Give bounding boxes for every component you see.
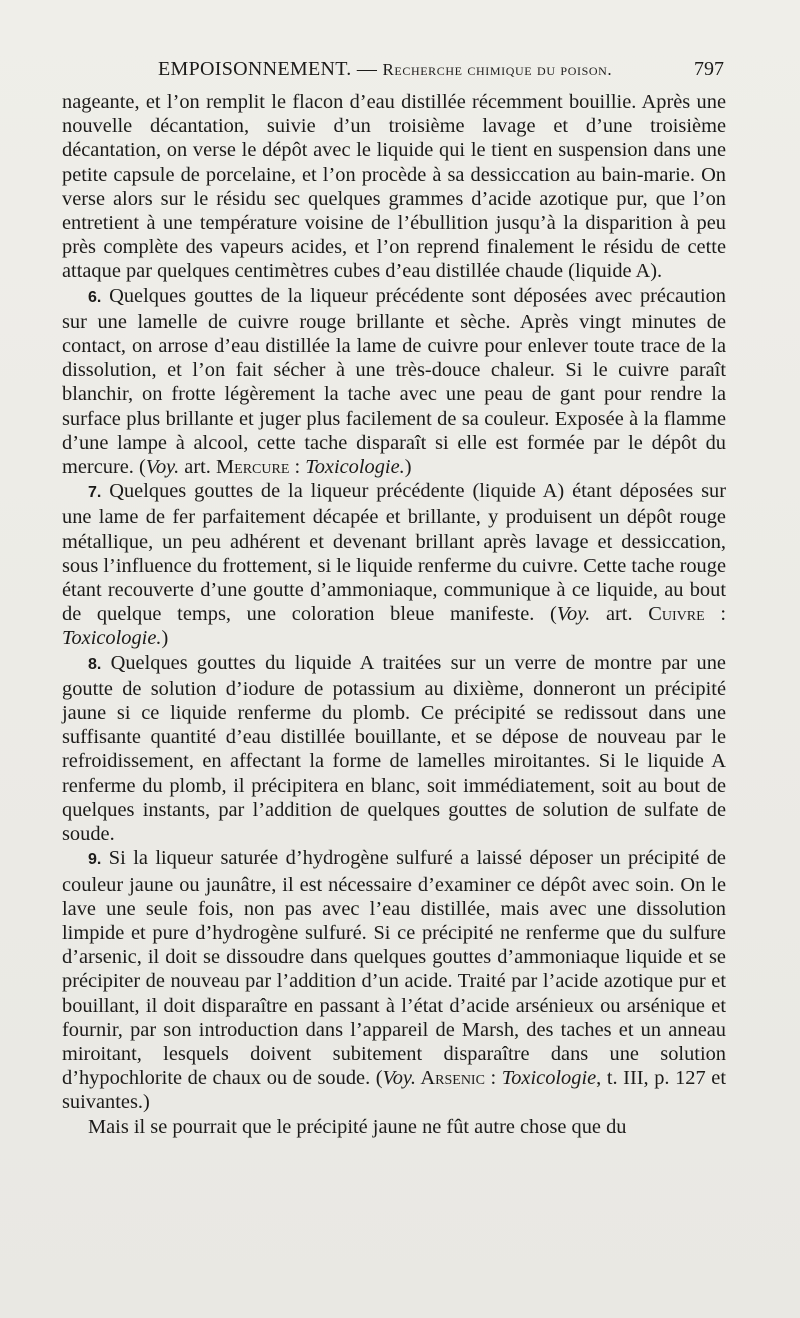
paragraph-8: [62, 651, 726, 847]
paragraph-text: Quelques gouttes de la liqueur précédente (liquide A) étant déposées sur une lame de fer parfaitement décapée et brillante, y produisent un dépôt rouge métallique, un peu adhérent et devenant brillant après lavage et dessiccation, sous l’influence du frottement, si le liquide renferme du cuivre. Cette tache rouge étant recouverte d’une goutte d’ammoniaque, communique à ce liquide, au bout de quelque temps, une coloration bleue manifeste. (: [62, 480, 726, 626]
page-number: 797: [694, 58, 724, 80]
cross-reference-term: Arsenic: [415, 1067, 485, 1090]
running-head-subtitle: Recherche chimique du poison.: [382, 60, 613, 79]
reference-colon: :: [289, 456, 306, 479]
cross-reference-section: Toxicologie: [501, 1067, 597, 1090]
body-text: [62, 90, 726, 1139]
running-head: [62, 56, 728, 82]
reference-close: ): [404, 456, 412, 479]
paragraph-text: Quelques gouttes de la liqueur précédente sont déposées avec précaution sur une lamelle de cuivre rouge brillante et sèche. Après vingt minutes de contact, on arrose d’eau distillée la lame de cuivre pour enlever toute trace de la dissolution, et l’on fait sécher à une très-douce chaleur. Si le cuivre paraît blanchir, on frotte légèrement la tache avec une peau de gant pour rendre la surface plus brillante et juger plus facilement de sa couleur. Exposée à la flamme d’une lampe à alcool, cette tache disparaît si elle est formée par le dépôt du mercure. (: [62, 284, 726, 479]
running-head-title: EMPOISONNEMENT.: [158, 58, 352, 80]
paragraph-6: [62, 284, 726, 480]
cross-reference-term: Mercure: [216, 456, 290, 479]
paragraph-final: Mais il se pourrait que le précipité jaune ne fût autre chose que du: [88, 1115, 627, 1138]
paragraph-text: Si la liqueur saturée d’hydrogène sulfuré a laissé déposer un précipité de couleur jaune ou jaunâtre, il est nécessaire d’examiner ce dépôt avec soin. On le lave une seule fois, non pas avec l’eau distillée, mais avec une dissolution limpide et pure d’hydrogène sulfuré. Si ce précipité ne renferme que du sulfure d’arsenic, il doit se dissoudre dans quelques gouttes d’ammoniaque liquide et se précipiter de nouveau par l’addition d’un acide. Traité par l’acide azotique pur et bouillant, il doit disparaître en passant à l’état d’acide arsénieux ou arsénique et fournir, par son introduction dans l’appareil de Marsh, des taches et un anneau miroitant, lesquels doivent subitement disparaître dans une solution d’hypochlorite de chaux ou de soude. (: [62, 847, 726, 1090]
cross-reference-term: Cuivre: [648, 603, 705, 626]
paragraph-text: Quelques gouttes du liquide A traitées sur un verre de montre par une goutte de solution d’iodure de potassium au dixième, donneront un précipité jaune si ce liquide renferme du plomb. Ce précipité se redissout dans une suffisante quantité d’eau distillée bouillante, et se dépose de nouveau par le refroidissement, en affectant la forme de lamelles miroitantes. Si le liquide A renferme du plomb, il précipitera en blanc, soit immédiatement, soit au bout de quelques instants, par l’addition de quelques gouttes de solution de sulfate de soude.: [62, 651, 726, 846]
art-label: art.: [590, 603, 649, 626]
reference-colon: :: [704, 603, 726, 626]
cross-reference-section: Toxicologie.: [305, 456, 405, 479]
voy-reference: Voy.: [382, 1067, 416, 1090]
paragraph-9: [62, 846, 726, 1114]
paragraph-7: [62, 479, 726, 650]
art-label: art.: [179, 456, 217, 479]
reference-tail: , t. III, p. 127 et suivantes.): [62, 1067, 726, 1114]
paragraph-number: 6.: [88, 288, 102, 306]
cross-reference-section: Toxicologie.: [62, 627, 162, 650]
running-head-title-line: [158, 56, 612, 83]
paragraph-number: 8.: [88, 655, 102, 673]
paragraph-continuation: nageante, et l’on remplit le flacon d’eau distillée récemment bouillie. Après une nouvelle décantation, suivie d’un troisième lavage et d’une troisième décantation, on verse le dépôt avec le liquide qui le tient en suspension dans une petite capsule de porcelaine, et l’on procède à sa dessiccation au bain-marie. On verse alors sur le résidu sec quelques grammes d’acide azotique pur, que l’on entretient à une température voisine de l’ébullition jusqu’à la disparition à peu près complète des vapeurs acides, et l’on reprend finalement le résidu de cette attaque par quelques centimètres cubes d’eau distillée chaude (liquide A).: [62, 91, 726, 283]
voy-reference: Voy.: [556, 603, 591, 626]
reference-colon: :: [484, 1067, 502, 1090]
running-head-dash: —: [351, 58, 383, 80]
paragraph-number: 7.: [88, 484, 102, 502]
paragraph-number: 9.: [88, 851, 102, 869]
reference-close: ): [161, 627, 169, 650]
voy-reference: Voy.: [145, 456, 180, 479]
